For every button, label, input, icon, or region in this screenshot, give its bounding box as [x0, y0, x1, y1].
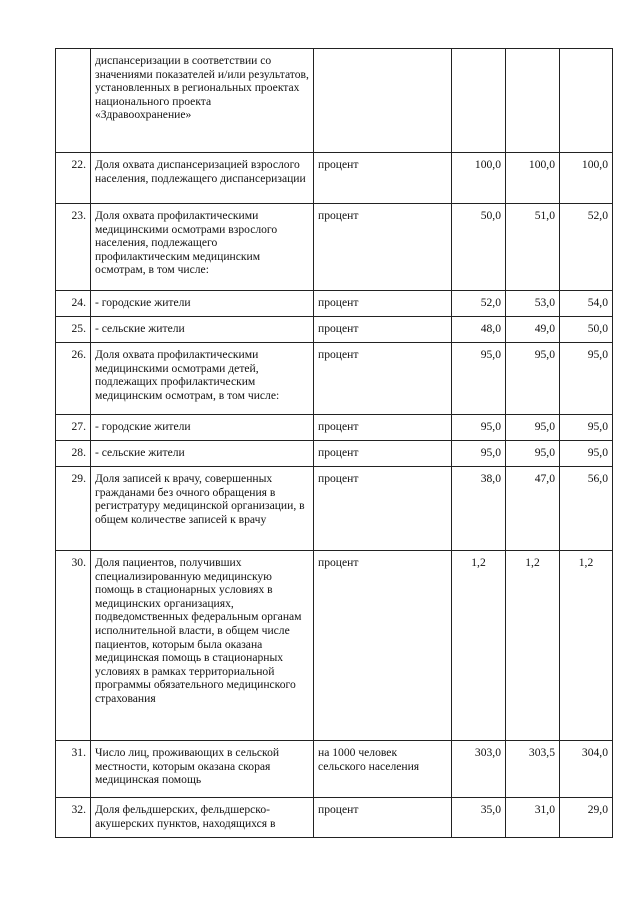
row-number-cell [56, 49, 91, 153]
row-unit: процент [314, 798, 452, 838]
table-row [56, 204, 613, 291]
row-number: 27. [56, 415, 91, 441]
indicators-table [55, 48, 613, 838]
row-description: - сельские жители [91, 317, 314, 343]
row-value-2: 95,0 [506, 441, 560, 467]
row-number: 26. [56, 343, 91, 415]
row-value-1: 303,0 [452, 741, 506, 798]
table-row [56, 415, 613, 441]
row-description: - сельские жители [91, 441, 314, 467]
row-description: - городские жители [91, 415, 314, 441]
row-description: Число лиц, проживающих в сельской местности, которым оказана скорая медицинская помощь [91, 741, 314, 798]
table-row-continuation [56, 49, 613, 153]
row-value-1: 95,0 [452, 441, 506, 467]
row-number: 25. [56, 317, 91, 343]
row-value-2: 95,0 [506, 415, 560, 441]
row-unit: процент [314, 551, 452, 741]
row-value-3 [560, 49, 613, 153]
row-value-2: 51,0 [506, 204, 560, 291]
row-number: 29. [56, 467, 91, 551]
row-value-2 [506, 49, 560, 153]
table-row [56, 441, 613, 467]
row-value-2: 303,5 [506, 741, 560, 798]
table-row [56, 343, 613, 415]
table-row [56, 291, 613, 317]
row-value-1: 52,0 [452, 291, 506, 317]
row-description: Доля записей к врачу, совершенных гражданами без очного обращения в регистратуру медицинской организации, в общем количестве записей к врачу [91, 467, 314, 551]
row-description: диспансеризации в соответствии со значениями показателей и/или результатов, установленных в региональных проектах национального проекта «Здравоохранение» [91, 49, 314, 153]
table-row [56, 741, 613, 798]
row-unit: процент [314, 415, 452, 441]
row-number: 23. [56, 204, 91, 291]
row-value-3: 95,0 [560, 415, 613, 441]
table-row [56, 798, 613, 838]
row-value-3: 54,0 [560, 291, 613, 317]
row-unit: процент [314, 204, 452, 291]
row-value-1 [452, 49, 506, 153]
row-description: Доля охвата профилактическими медицинскими осмотрами взрослого населения, подлежащего профилактическим медицинским осмотрам, в том числе: [91, 204, 314, 291]
row-value-1: 95,0 [452, 343, 506, 415]
row-description: Доля пациентов, получивших специализированную медицинскую помощь в стационарных условиях в медицинских организациях, подведомственных федеральным органам исполнительной власти, в общем числе пациентов, которым была оказана медицинская помощь в стационарных условиях в рамках территориальной программы обязательного медицинского страхования [91, 551, 314, 741]
row-unit [314, 49, 452, 153]
row-unit: процент [314, 291, 452, 317]
row-number: 31. [56, 741, 91, 798]
row-value-1: 48,0 [452, 317, 506, 343]
table-row [56, 467, 613, 551]
row-value-3: 95,0 [560, 343, 613, 415]
row-unit: процент [314, 153, 452, 204]
row-value-2: 31,0 [506, 798, 560, 838]
row-unit: процент [314, 343, 452, 415]
row-unit: на 1000 человек сельского населения [314, 741, 452, 798]
row-value-3: 304,0 [560, 741, 613, 798]
table-row [56, 551, 613, 741]
row-number: 28. [56, 441, 91, 467]
row-number: 24. [56, 291, 91, 317]
row-unit: процент [314, 441, 452, 467]
row-value-2: 100,0 [506, 153, 560, 204]
row-description: Доля фельдшерских, фельдшерско-акушерских пунктов, находящихся в [91, 798, 314, 838]
row-unit: процент [314, 317, 452, 343]
row-value-3: 29,0 [560, 798, 613, 838]
row-value-1: 35,0 [452, 798, 506, 838]
row-value-2: 49,0 [506, 317, 560, 343]
row-value-1: 38,0 [452, 467, 506, 551]
row-description: Доля охвата профилактическими медицинскими осмотрами детей, подлежащих профилактическим медицинским осмотрам, в том числе: [91, 343, 314, 415]
row-value-1: 50,0 [452, 204, 506, 291]
row-description: Доля охвата диспансеризацией взрослого населения, подлежащего диспансеризации [91, 153, 314, 204]
row-value-1: 1,2 [452, 551, 506, 741]
row-number: 30. [56, 551, 91, 741]
row-value-3: 95,0 [560, 441, 613, 467]
table-row [56, 317, 613, 343]
row-value-1: 95,0 [452, 415, 506, 441]
row-unit: процент [314, 467, 452, 551]
row-value-3: 100,0 [560, 153, 613, 204]
row-value-2: 53,0 [506, 291, 560, 317]
row-number: 22. [56, 153, 91, 204]
row-description: - городские жители [91, 291, 314, 317]
row-value-2: 47,0 [506, 467, 560, 551]
row-value-2: 1,2 [506, 551, 560, 741]
row-value-3: 50,0 [560, 317, 613, 343]
row-value-3: 52,0 [560, 204, 613, 291]
row-value-2: 95,0 [506, 343, 560, 415]
row-value-3: 1,2 [560, 551, 613, 741]
table-row [56, 153, 613, 204]
row-value-3: 56,0 [560, 467, 613, 551]
row-value-1: 100,0 [452, 153, 506, 204]
row-number: 32. [56, 798, 91, 838]
